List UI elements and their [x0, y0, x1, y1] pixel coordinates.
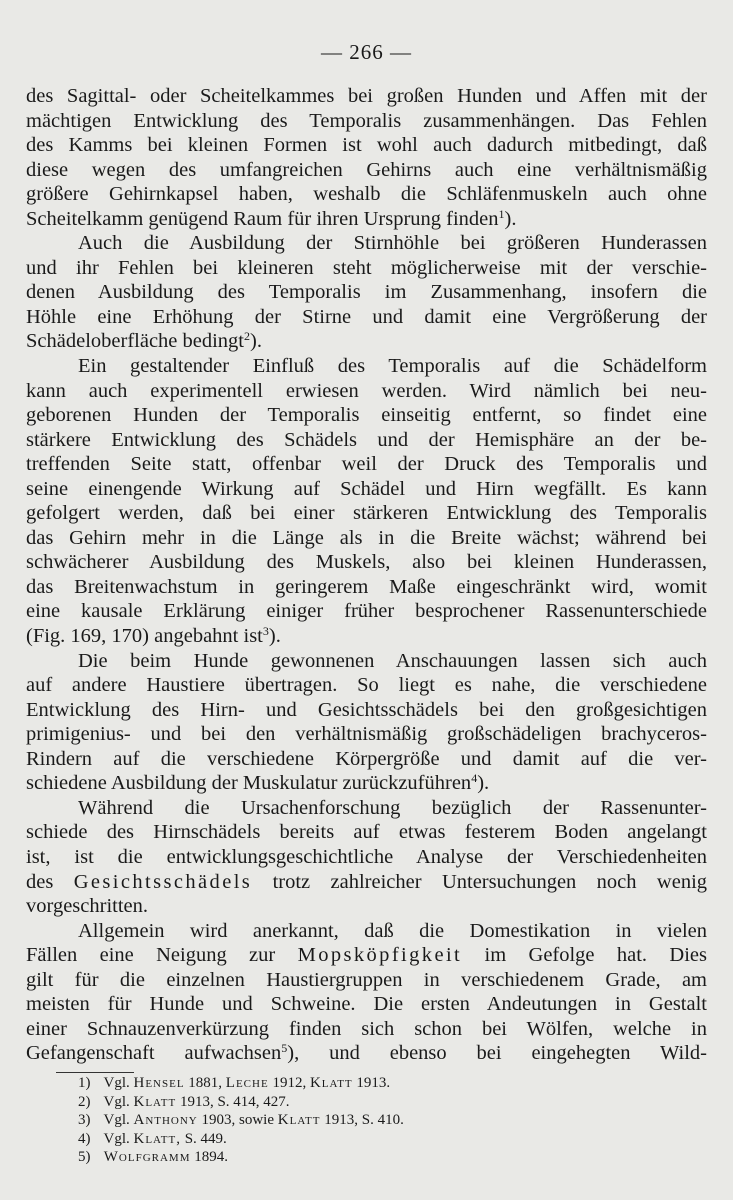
footnote-number: 3) — [78, 1112, 91, 1129]
line-text: Schädeloberfläche bedingt — [26, 330, 245, 353]
text-line: mächtigen Entwicklung des Temporalis zusammenhängen. Das Fehlen — [26, 109, 707, 132]
text-line: Entwicklung des Hirn- und Gesichtsschädels bei den großgesichtigen — [26, 698, 707, 721]
text-line: das Gehirn mehr in die Länge als in die Breite wächst; während bei — [26, 526, 707, 549]
footnote-number: 1) — [78, 1075, 91, 1091]
author-name: Klatt — [133, 1093, 177, 1110]
footnote-text: 1903, sowie — [201, 1112, 275, 1129]
text-line: des Sagittal- oder Scheitelkammes bei großen Hunden und Affen mit der — [26, 85, 707, 107]
footnote — [78, 1074, 678, 1093]
text-line: Rindern auf die verschiedene Körpergröße und damit auf die ver- — [26, 747, 707, 770]
text-line — [26, 207, 707, 232]
footnote — [78, 1111, 678, 1130]
text-line: schiede des Hirnschädels bereits auf etwas festerem Boden angelangt — [26, 821, 707, 844]
footnote-text: S. 449. — [184, 1130, 227, 1147]
footnote-number: 5) — [78, 1149, 91, 1166]
text-line: und ihr Fehlen bei kleineren steht möglicherweise mit der verschie- — [26, 256, 707, 279]
spaced-term: Mopsköpfigkeit — [297, 944, 463, 967]
text-line: diese wegen des umfangreichen Gehirns auch eine verhältnismäßig — [26, 158, 707, 181]
text-line — [26, 1041, 707, 1066]
text-line: stärkere Entwicklung des Schädels und der Hemisphäre an der be- — [26, 428, 707, 451]
text-line — [26, 329, 707, 354]
page-number: — 266 — — [321, 40, 412, 64]
marker-close: ). — [504, 207, 517, 230]
line-text: (Fig. 169, 170) angebahnt ist — [26, 625, 263, 648]
footnote-marker: 4 — [471, 771, 478, 786]
line-text: Scheitelkamm genügend Raum für ihren Ursprung finden — [26, 207, 499, 230]
text-line: gilt für die einzelnen Haustiergruppen in verschiedenem Grade, am — [26, 968, 707, 991]
footnote-text: 1894. — [194, 1149, 228, 1166]
author-name: Klatt — [277, 1112, 321, 1129]
text-line: seine einengende Wirkung auf Schädel und Hirn wegfällt. Es kann — [26, 477, 707, 500]
body-text — [26, 84, 707, 1066]
line-text: im Gefolge hat. Dies — [484, 944, 707, 967]
footnote-text: 1881, — [188, 1075, 223, 1091]
footnote — [78, 1148, 678, 1167]
text-line: ist, ist die entwicklungsgeschichtliche Analyse der Verschiedenheiten — [26, 845, 707, 868]
footnote-number: 4) — [78, 1130, 91, 1147]
footnote-marker: 5 — [281, 1041, 288, 1056]
marker-close: ). — [477, 772, 490, 795]
line-text: Fällen eine Neigung zur — [26, 944, 276, 967]
text-line: das Breitenwachstum in geringerem Maße eingeschränkt wird, womit — [26, 575, 707, 598]
footnote — [78, 1093, 678, 1112]
footnote-text: 1913, S. 410. — [324, 1112, 404, 1129]
author-name: Wolfgramm — [103, 1149, 191, 1166]
line-text: schiedene Ausbildung der Muskulatur zurückzuführen — [26, 772, 472, 795]
footnote-marker: 1 — [498, 206, 505, 221]
text-line: primigenius- und bei den verhältnismäßig großschädeligen brachyceros- — [26, 723, 707, 746]
text-line: Höhle eine Erhöhung der Stirne und damit eine Vergrößerung der — [26, 305, 707, 328]
author-name: Leche — [225, 1075, 269, 1091]
text-line: gefolgert werden, daß bei einer stärkeren Entwicklung des Temporalis — [26, 502, 707, 525]
footnote-text: Vgl. — [103, 1093, 130, 1110]
author-name: Klatt, — [133, 1130, 181, 1147]
line-text: Gefangenschaft aufwachsen — [26, 1042, 282, 1065]
author-name: Anthony — [133, 1112, 198, 1129]
footnote-divider — [56, 1072, 134, 1073]
line-text: trotz zahlreicher Untersuchungen noch wenig — [272, 870, 707, 893]
footnote-text: 1913, S. 414, 427. — [179, 1093, 290, 1110]
author-name: Hensel — [133, 1075, 185, 1091]
footnote — [78, 1130, 678, 1149]
text-line: vorgeschritten. — [26, 895, 149, 918]
text-line: Auch die Ausbildung der Stirnhöhle bei größeren Hunderassen — [78, 232, 707, 255]
footnote-text: Vgl. — [103, 1075, 130, 1091]
text-line: geborenen Hunden der Temporalis einseitig entfernt, so findet eine — [26, 404, 707, 427]
footnote-text: Vgl. — [103, 1112, 130, 1129]
text-line — [26, 870, 707, 895]
text-line: des Kamms bei kleinen Formen ist wohl auch dadurch mitbedingt, daß — [26, 134, 707, 157]
marker-close: ). — [268, 625, 281, 648]
footnote-marker: 3 — [262, 624, 269, 639]
line-text: ), und ebenso bei eingehegten Wild- — [287, 1042, 707, 1065]
marker-close: ). — [250, 330, 262, 353]
text-line — [26, 943, 707, 968]
text-line — [26, 771, 707, 796]
text-line: auf andere Haustiere übertragen. So liegt es nahe, die verschiedene — [26, 674, 707, 697]
text-line — [26, 624, 707, 649]
text-line: Allgemein wird anerkannt, daß die Domestikation in vielen — [78, 919, 707, 942]
footnote-text: 1913. — [356, 1075, 391, 1091]
text-line: schwächerer Ausbildung des Muskels, also bei kleinen Hunderassen, — [26, 551, 707, 574]
text-line: kann auch experimentell erwiesen werden. Wird nämlich bei neu- — [26, 379, 707, 402]
text-line: denen Ausbildung des Temporalis im Zusammenhang, insofern die — [26, 281, 707, 304]
footnote-text: 1912, — [272, 1075, 307, 1091]
text-line: Ein gestaltender Einfluß des Temporalis auf die Schädelform — [78, 355, 707, 378]
text-line: Während die Ursachenforschung bezüglich der Rassenunter- — [78, 796, 707, 819]
text-line: meisten für Hunde und Schweine. Die ersten Andeutungen in Gestalt — [26, 993, 707, 1016]
footnotes — [78, 1074, 678, 1167]
text-line: größere Gehirnkapsel haben, weshalb die Schläfenmuskeln auch ohne — [26, 183, 707, 206]
line-text: des — [26, 870, 54, 893]
footnote-number: 2) — [78, 1093, 91, 1110]
text-line: Die beim Hunde gewonnenen Anschauungen lassen sich auch — [78, 649, 707, 672]
text-line: eine kausale Erklärung einiger früher besprochener Rassenunterschiede — [26, 600, 707, 623]
footnote-text: Vgl. — [103, 1130, 130, 1147]
author-name: Klatt — [309, 1075, 353, 1091]
text-line: einer Schnauzenverkürzung finden sich schon bei Wölfen, welche in — [26, 1017, 707, 1040]
spaced-term: Gesichtsschädels — [73, 870, 253, 893]
footnote-marker: 2 — [244, 329, 251, 344]
text-line: treffenden Seite statt, offenbar weil der Druck des Temporalis und — [26, 453, 707, 476]
